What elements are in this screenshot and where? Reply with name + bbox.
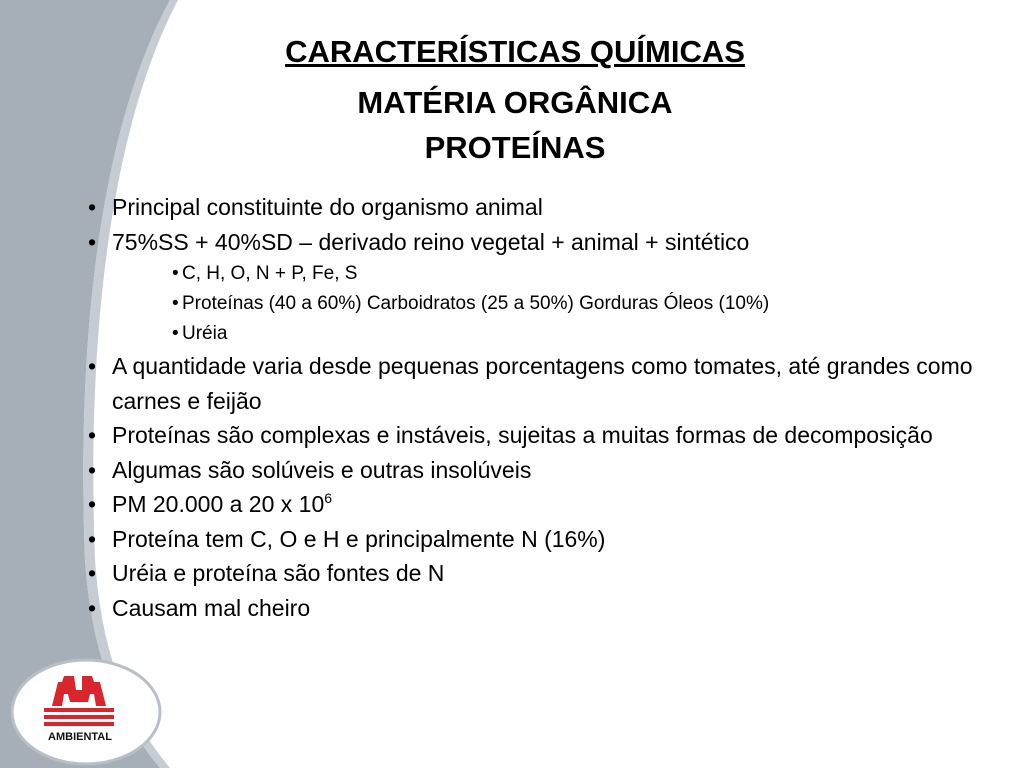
bullet-text: PM 20.000 a 20 x 10 bbox=[112, 491, 325, 517]
logo-text: AMBIENTAL bbox=[48, 731, 112, 743]
logo-stripe bbox=[44, 715, 114, 719]
slide-subtitle: MATÉRIA ORGÂNICA bbox=[357, 85, 673, 120]
slide-title: CARACTERÍSTICAS QUÍMICAS bbox=[285, 34, 745, 69]
bullet-item: • Principal constituinte do organismo animal bbox=[86, 190, 1006, 225]
bullet-list bbox=[86, 190, 1006, 625]
logo-stripe bbox=[44, 708, 114, 712]
bullet-item: • Causam mal cheiro bbox=[86, 591, 1006, 626]
bullet-item: • Proteína tem C, O e H e principalmente N (16%) bbox=[86, 522, 1006, 557]
bullet-item: • Algumas são solúveis e outras insolúveis bbox=[86, 453, 1006, 488]
superscript: 6 bbox=[324, 490, 333, 506]
bullet-item bbox=[86, 487, 1006, 522]
sub-bullet-item: • Uréia bbox=[86, 319, 1006, 349]
bullet-item: • Proteínas são complexas e instáveis, sujeitas a muitas formas de decomposição bbox=[86, 418, 1006, 453]
bullet-item: • 75%SS + 40%SD – derivado reino vegetal + animal + sintético bbox=[86, 225, 1006, 260]
slide-topic: PROTEÍNAS bbox=[424, 130, 606, 165]
ambiental-logo bbox=[12, 660, 160, 764]
logo-stripe bbox=[44, 722, 114, 726]
bullet-item: • A quantidade varia desde pequenas porcentagens como tomates, até grandes como carnes e feijão bbox=[86, 349, 1006, 418]
sub-bullet-item: • C, H, O, N + P, Fe, S bbox=[86, 259, 1006, 289]
sub-bullet-item: • Proteínas (40 a 60%) Carboidratos (25 a 50%) Gorduras Óleos (10%) bbox=[86, 289, 1006, 319]
bullet-item: • Uréia e proteína são fontes de N bbox=[86, 556, 1006, 591]
